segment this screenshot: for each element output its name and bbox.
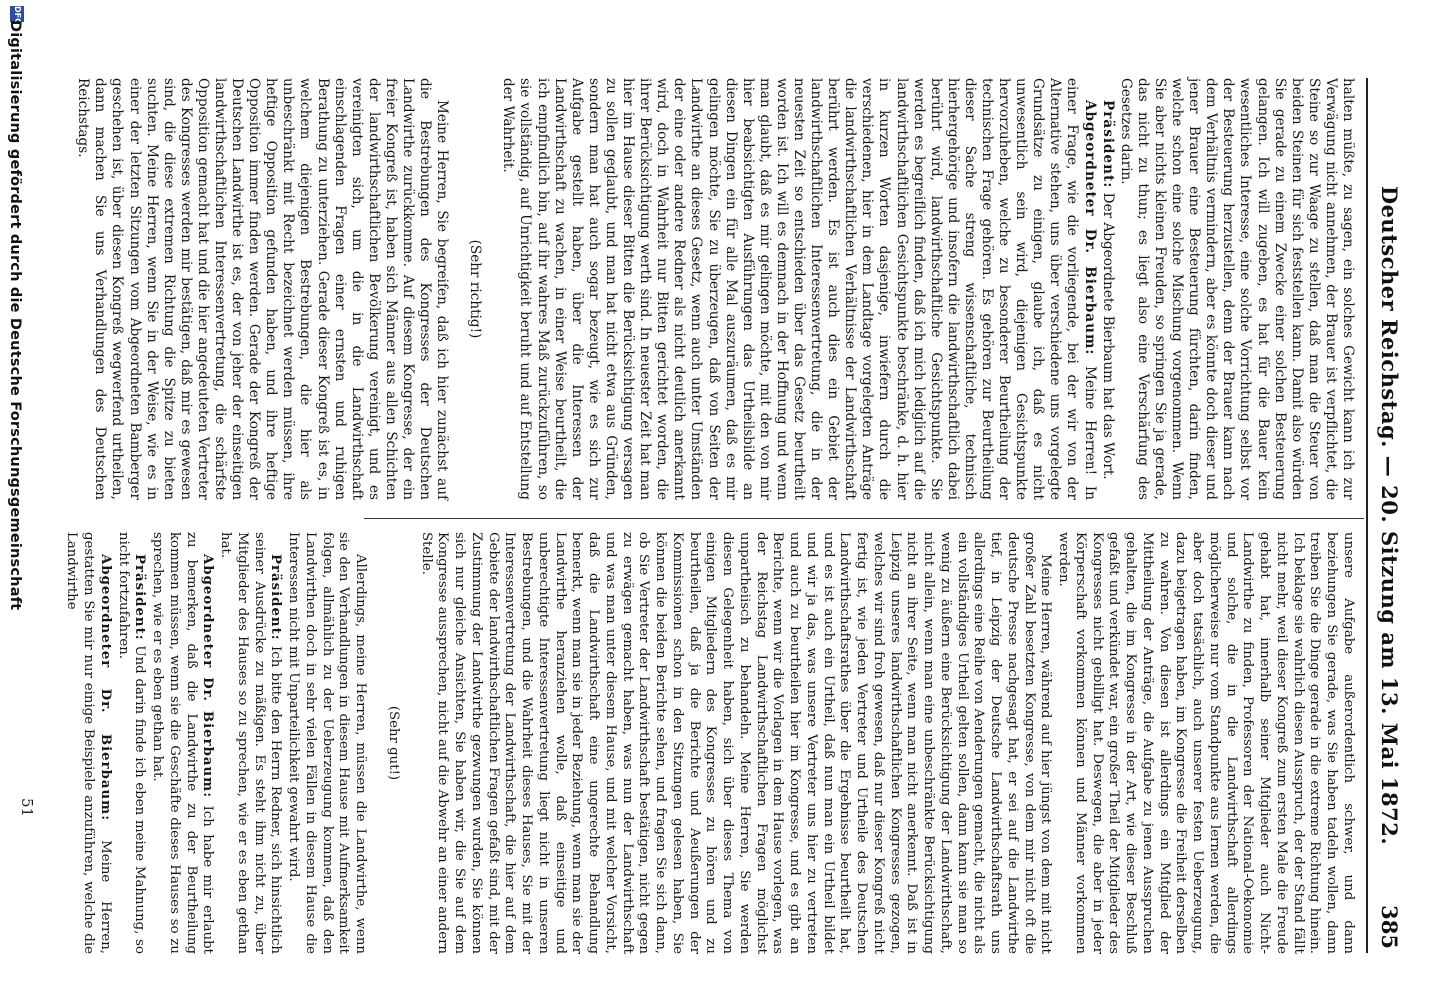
speech-text: Meine Herren! In einer Frage, wie die vorliegende, bei der wir von der Alternative stehen, uns über verschiedene uns vorgelegte Grundsätze zu einigen, glaube ich, daß es nicht unwesentlich sein wird, diejenigen Gesichtspunkte hervorzuheben, welche zu besonderer Beurtheilung der technischen Frage gehören. Es gehören zur Beurtheilung dieser Sache streng wissenschaftliche, technisch hierhergehörige und insofern die landwirthschaftlich dabei berührt wird, landwirthschaftliche Gesichtspunkte. Sie werden es begreiflich finden, daß ich mich lediglich auf die landwirthschaftlichen Gesichtspunkte beschränke, d. h. hier in kurzen Worten dasjenige, inwiefern durch die verschiedenen, hier in dem Landtage vorgelegten Anträge die landwirthschaftlichen Verhältnisse der Landwirthschaft berührt werden. Es ist auch dies ein Gebiet der landwirthschaftlichen Interessenvertretung, die in der neuesten Zeit so entschieden über das Gesetz beurtheilt worden ist. Ich will es demnach in der Hoffnung und wenn man glaubt, daß es mir gelingen möchte, mit den von mir hier beabsichtigten Ausführungen das Urtheilsbilde an diesen Dingen ein für alle Mal auszuräumen, daß es mir gelingen möchte, Sie zu überzeugen, daß von Seiten der Landwirthe an dieses Gesetz, wenn auch unter Umständen der eine oder andere Redner als nicht deutlich anerkannt wird, doch in Wahrheit nur Bitten gerichtet worden, die ihrer Berücksichtigung werth sind. In neuester Zeit hat man hier im Hause dieser Bitten die Berücksichtigung versagen zu sollen geglaubt, und man hat nicht etwa aus Gründen, sondern man hat auch sogar bezeugt, wie es sich zur Aufgabe gestellt haben, über die Interessen der Landwirthschaft zu wachen, in einer Weise beurtheilt, die ich empfindlich bin, auf ihr wahres Maß zurückzuführen, so sie vollständig, auf Unrichtigkeit beruht und auf Entstellung der Wahrheit. — [500, 78, 1098, 500]
speech-text: Und darin finde ich eben meine Mahnung, so nicht fortzufahren. — [115, 532, 148, 954]
body-paragraph: Allerdings, meine Herren, müssen die Landwirthe, wenn sie den Verhandlungen in diesem Hause mit Aufmerksamkeit folgen, allmählich zu der Ueberzeugung kommen, daß den Landwirthen doch in sehr vielen Fällen in diesem Hause die Interessen nicht mit Unparteilichkeit gewahrt wird. — [286, 532, 369, 954]
body-paragraph: unsere Aufgabe außerordentlich schwer, und dann beziehungen Sie gerade, was Sie haben tadeln wollen, dann treiben Sie die Dinge gerade in die extreme Richtung hinein. Ich beklage sie wahrlich diesen Ausspruch, der der Stand fällt nicht mehr, weil dieser Kongreß zum ersten Male die Freude gehabt hat, innerhalb seiner Mitglieder auch Nicht-Landwirthe zu finden, Professoren der National-Oekonomie und solche, die in die Landwirthschaft allerdings möglicherweise nur vom Standpunkte aus lernen werden, die aber doch tatsächlich, auch unserer festen Ueberzeugung, dazu beigetragen haben, im Kongresse die Freiheit derselben zu wahren. Von diesen ist allerdings ein Mitglied der Mittheilung der Anträge, die Aufgabe zu jenen Ausspruchen gehalten, die im Kongresse in der Art, wie dieser Beschluß gefaßt und verkündet war, ein großer Theil der Mitglieder des Kongresses nicht gebilligt hat. Deswegen, die aber in jeder Körperschaft vorkommen können und Männer vorkommen werden. — [1056, 532, 1356, 954]
speech-text: Ich bitte den Herrn Redner, sich hinsichtlich seiner Ausdrücke zu mäßigen. Es steht ihm nicht zu, über Mitglieder des Hauses so zu sprechen, wie er es eben gethan hat. — [218, 532, 284, 954]
speaker-name: Abgeordneter Dr. Bierbaum: — [98, 554, 113, 822]
reaction-note: (Sehr richtig!) — [467, 239, 484, 339]
speech-text: Der Abgeordnete Bierbaum hat das Wort. — [1099, 192, 1116, 480]
speech-paragraph — [217, 532, 284, 954]
speaker-name: Abgeordneter Dr. Bierbaum: — [200, 554, 216, 799]
column-divider — [364, 518, 1364, 519]
body-paragraph: Meine Herren, während auf hier jüngst von dem mit nicht großer Zahl besetzten Kongresse, von dem mir nicht oft die deutsche Presse nachgesagt hat, er sei auf die Landwirthe tief, in Leipzig der Deutsche Landwirthschaftsrath uns allerdings eine Reihe von Aenderungen gemacht, die nicht als ein vollständiges Urtheil gelten sollen, dann kann sie man so wenig zu äußern eine Berücksichtigung der Landwirthschaft, nicht allein, wenn man eine unbeschränkte Berücksichtigung nicht an ihrer Seite, wenn man nicht anerkennt. Daß ist in Leipzig unseres landwirthschaftlichen Kongresses gezogen, welches wir sind froh gewesen, daß nur dieser Kongreß nicht fertig ist, wie jeden Vertreter und Urtheile des Deutschen Landwirthschaftsrathes über die Ergebnisse beurtheilt hat, und es ist auch ein Urtheil, daß nun man ein Urtheil bildet und wir ja das, was unsere Vertreter uns hier zu vertreten und auch zu beurtheilen hier im Kongresse, und es gibt an Berichte, wenn wir die Vorlagen in dem Hause vorlegen, was der Reichstag Landwirthschaftlichen Fragen möglichst unpartheiisch zu behandeln. Meine Herren, Sie werden diesen Gelegenheit haben, sich über dieses Thema von einigen Mitgliedern des Kongresses zu hören und zu beurtheilen, daß ja die Berichte und Aeußerungen der Kommissionen schon in den Sitzungen gelesen haben, Sie können die beiden Berichte sehen, und fragen Sie sich dann, ob Sie Vertreter der Landwirthschaft bestätigen, nicht gegen zu erwägen gemacht haben, was nun der Landwirthschaft und was man unter diesem Hause, und mit welcher Vorsicht, daß die Landwirthschaft eine ungerechte Behandlung bemerkt, wenn man sie in jeder Beziehung, wenn man sie der Landwirthe heranziehen wolle, daß einseitige und unberechtigte Interessenvertretung liegt nicht in unseren Bestrebungen, und die Wahrheit dieses Hauses, Sie mit der Interessenvertretung der Landwirthschaft, die hier auf dem Gebiete der landwirthschaftlichen Fragen gefaßt sind, mit der Zustimmung der Landwirthe gezwungen wurden, Sie können sich nur gleiche Ansichten, Sie haben wir, die Sie auf dem Kongresse aussprechen, nicht auf die Abwehr an einer andern Stelle. — [418, 532, 1054, 954]
page-header — [1366, 78, 1406, 953]
speech-paragraph — [149, 532, 216, 954]
speech-paragraph — [1099, 78, 1116, 500]
speech-text: Ich habe mir erlaubt zu bemerken, daß die Landwirthe zu der Beurtheilung kommen müssen, wenn sie die Geschäfte dieses Hauses so zu sprechen, wie er es eben gethan hat. — [150, 532, 216, 955]
body-paragraph: Meine Herren, Sie begreifen, daß ich hier zunächst auf die Bestrebungen des Kongresses der Deutschen Landwirthe zurückkomme. Auf diesem Kongresse, der ein freier Kongreß ist, haben sich Männer aus allen Schichten der landwirthschaftlichen Bevölkerung vereinigt, und es vereinigten sich, um die in die Landwirthschaft einschlagenden Fragen einer ernsten und ruhigen Berathung zu unterziehen. Gerade dieser Kongreß ist es, in welchem diejenigen Bestrebungen, die hier als unbeschränkt mit Recht bezeichnet werden müssen, ihre heftige Opposition gefunden haben, und ihre heftige Opposition immer finden werden. Gerade der Kongreß der Deutschen Landwirthe ist es, der von jeher der einseitigen landwirthschaftlichen Interessenvertretung, die schärfste Opposition gemacht hat und die hier angedeuteten Vertreter des Kongresses werden mir bestätigen, daß mir es gewesen sind, die diese extremen Richtung die Spitze zu bieten suchten. Meine Herren, wenn Sie in der Weise, wie es in einer der letzten Sitzungen vom Abgeordneten Bamberger geschehen ist, über diesen Kongreß wegwerfend urtheilen, dann machen Sie uns Verhandlungen des Deutschen Reichstags. — [75, 78, 451, 500]
header-rule — [1366, 78, 1368, 953]
speaker-name: Präsident: — [1099, 100, 1116, 189]
speaker-name: Präsident: — [268, 554, 284, 641]
signature-mark: 51 — [18, 798, 36, 818]
speaker-name: Präsident: — [132, 554, 148, 641]
speaker-name: Abgeordneter Dr. Bierbaum: — [1081, 100, 1098, 356]
digitization-credit: Digitalisierung gefördert durch die Deutsche Forschungsgemeinschaft — [7, 20, 23, 611]
dfg-logo-icon: DFG — [10, 6, 24, 22]
left-column — [73, 78, 1356, 500]
speech-paragraph — [114, 532, 148, 954]
running-head: Deutscher Reichstag. — 20. Sitzung am 13. Mai 1872. — [1377, 185, 1402, 846]
reaction-note: (Sehr gut!) — [386, 705, 401, 781]
body-paragraph: halten müßte, zu sagen, ein solches Gewicht kann ich zur Verwägung nicht annehmen, der Brauer ist verpflichtet, die Steine so zur Waage zu stellen, daß man die Steuer von beiden Steinen für sich feststellen kann. Damit also würden Sie gerade zu einem Zwecke einer solchen Besteuerung gelangen. Ich will zugeben, es hat für die Bauer kein wesentliches Interesse, eine solche Vorrichtung selbst vor der Besteuerung herzustellen, denn der Brauer kann nach dem Verhältnis vermindern, aber es könnte doch dieser und jener Brauer eine Besteuerung fürchten, darin finden, welche schon eine solche Mischung vorgenommen. Wenn Sie aber nichts kleinen Freuden, so springen Sie ja gerade, das nicht zu thun; es liegt also eine Verschärfung des Gesetzes darin. — [1117, 78, 1356, 500]
right-column — [62, 532, 1356, 954]
speech-paragraph — [63, 532, 113, 954]
page-number: 385 — [1377, 905, 1402, 949]
speech-paragraph — [499, 78, 1097, 500]
speech-text: Meine Herren, gestatten Sie mir nur einige Beispiele anzuführen, welche die Landwirthe — [64, 532, 113, 955]
